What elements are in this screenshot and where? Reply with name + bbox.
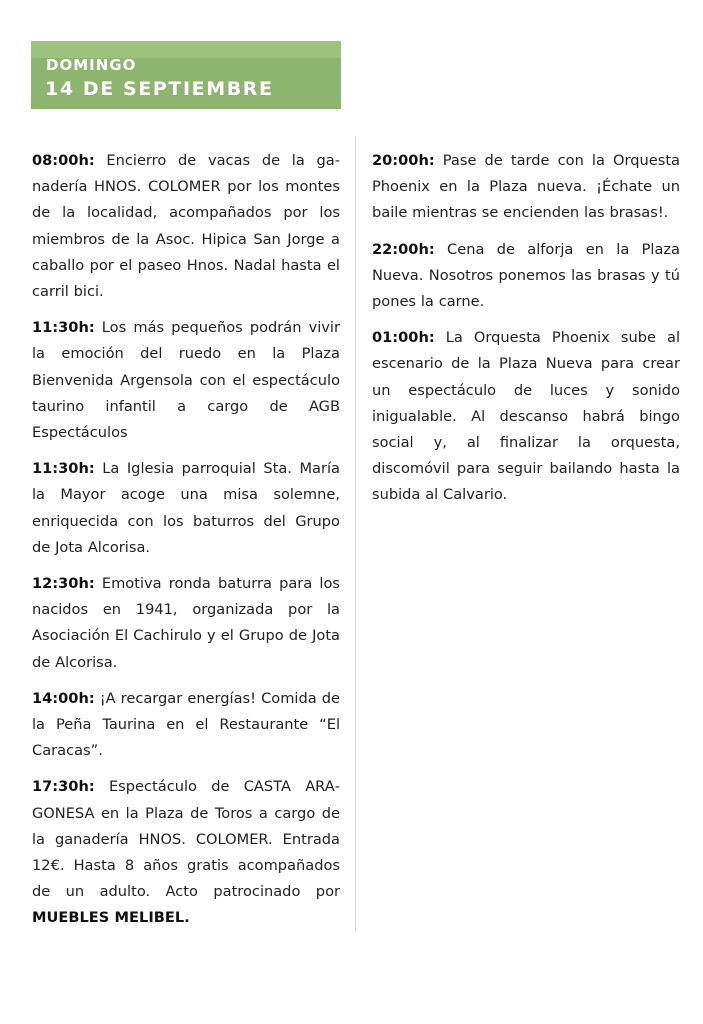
event-time: 22:00h: <box>372 240 435 258</box>
day-header <box>31 41 341 109</box>
event-1230 <box>32 571 340 676</box>
event-text: La Iglesia parroquial Sta. María la Mayor acoge una misa solemne, enriquecida con los baturros del Grupo de Jota Alcorisa. <box>32 460 340 556</box>
event-time: 17:30h: <box>32 778 95 796</box>
event-text: ¡A recargar energías! Comida de la Peña Taurina en el Restaurante “El Caracas”. <box>32 689 340 760</box>
event-time: 20:00h: <box>372 152 435 169</box>
left-column <box>32 148 340 942</box>
event-1130-kids <box>32 315 340 446</box>
event-text: Cena de alforja en la Plaza Nueva. Nosotros ponemos las brasas y tú pones la carne. <box>372 240 680 311</box>
event-text: Los más pequeños podrán vivir la emoción del ruedo en la Plaza Bienvenida Argensola con el espectáculo taurino infantil a cargo de AGB Espectáculos <box>32 319 340 442</box>
column-divider <box>355 136 356 931</box>
event-1400 <box>32 686 340 765</box>
event-2200 <box>372 237 680 316</box>
event-1130-mass <box>32 456 340 561</box>
event-sponsor: MUEBLES MELIBEL. <box>32 909 190 927</box>
right-column <box>372 148 680 519</box>
event-text: Emotiva ronda baturra para los nacidos en 1941, organizada por la Asociación El Cachirulo y el Grupo de Jota de Alcorisa. <box>32 575 340 671</box>
event-time: 12:30h: <box>32 575 95 593</box>
event-text: Pase de tarde con la Orquesta Phoenix en la Plaza nueva. ¡Échate un baile mientras se encienden las brasas!. <box>372 152 680 222</box>
header-date: 14 DE SEPTIEMBRE <box>45 78 274 100</box>
event-text: Encierro de vacas de la ganadería HNOS. COLOMER por los montes de la localidad, acompañados por los miembros de la Asoc. Hipica San Jorge a caballo por el paseo Hnos. Nadal hasta el carril bici. <box>32 152 340 301</box>
event-time: 08:00h: <box>32 152 95 169</box>
event-2000 <box>372 148 680 227</box>
event-time: 14:00h: <box>32 689 95 707</box>
event-time: 11:30h: <box>32 460 95 478</box>
event-text: Espectáculo de CASTA ARAGONESA en la Plaza de Toros a cargo de la ganadería HNOS. COLOMER. Entrada 12€. Hasta 8 años gratis acompañados de un adulto. Acto patrocinado por <box>32 778 340 901</box>
event-1730 <box>32 774 340 931</box>
event-time: 11:30h: <box>32 319 95 337</box>
event-text: La Orquesta Phoenix sube al escenario de la Plaza Nueva para crear un espectáculo de luces y sonido inigualable. Al descanso habrá bingo social y, al finalizar la orquesta, discomóvil para seguir bailando hasta la subida al Calvario. <box>372 329 680 504</box>
event-0800 <box>32 148 340 305</box>
header-day: DOMINGO <box>46 56 137 74</box>
event-0100 <box>372 325 680 508</box>
event-time: 01:00h: <box>372 329 435 347</box>
